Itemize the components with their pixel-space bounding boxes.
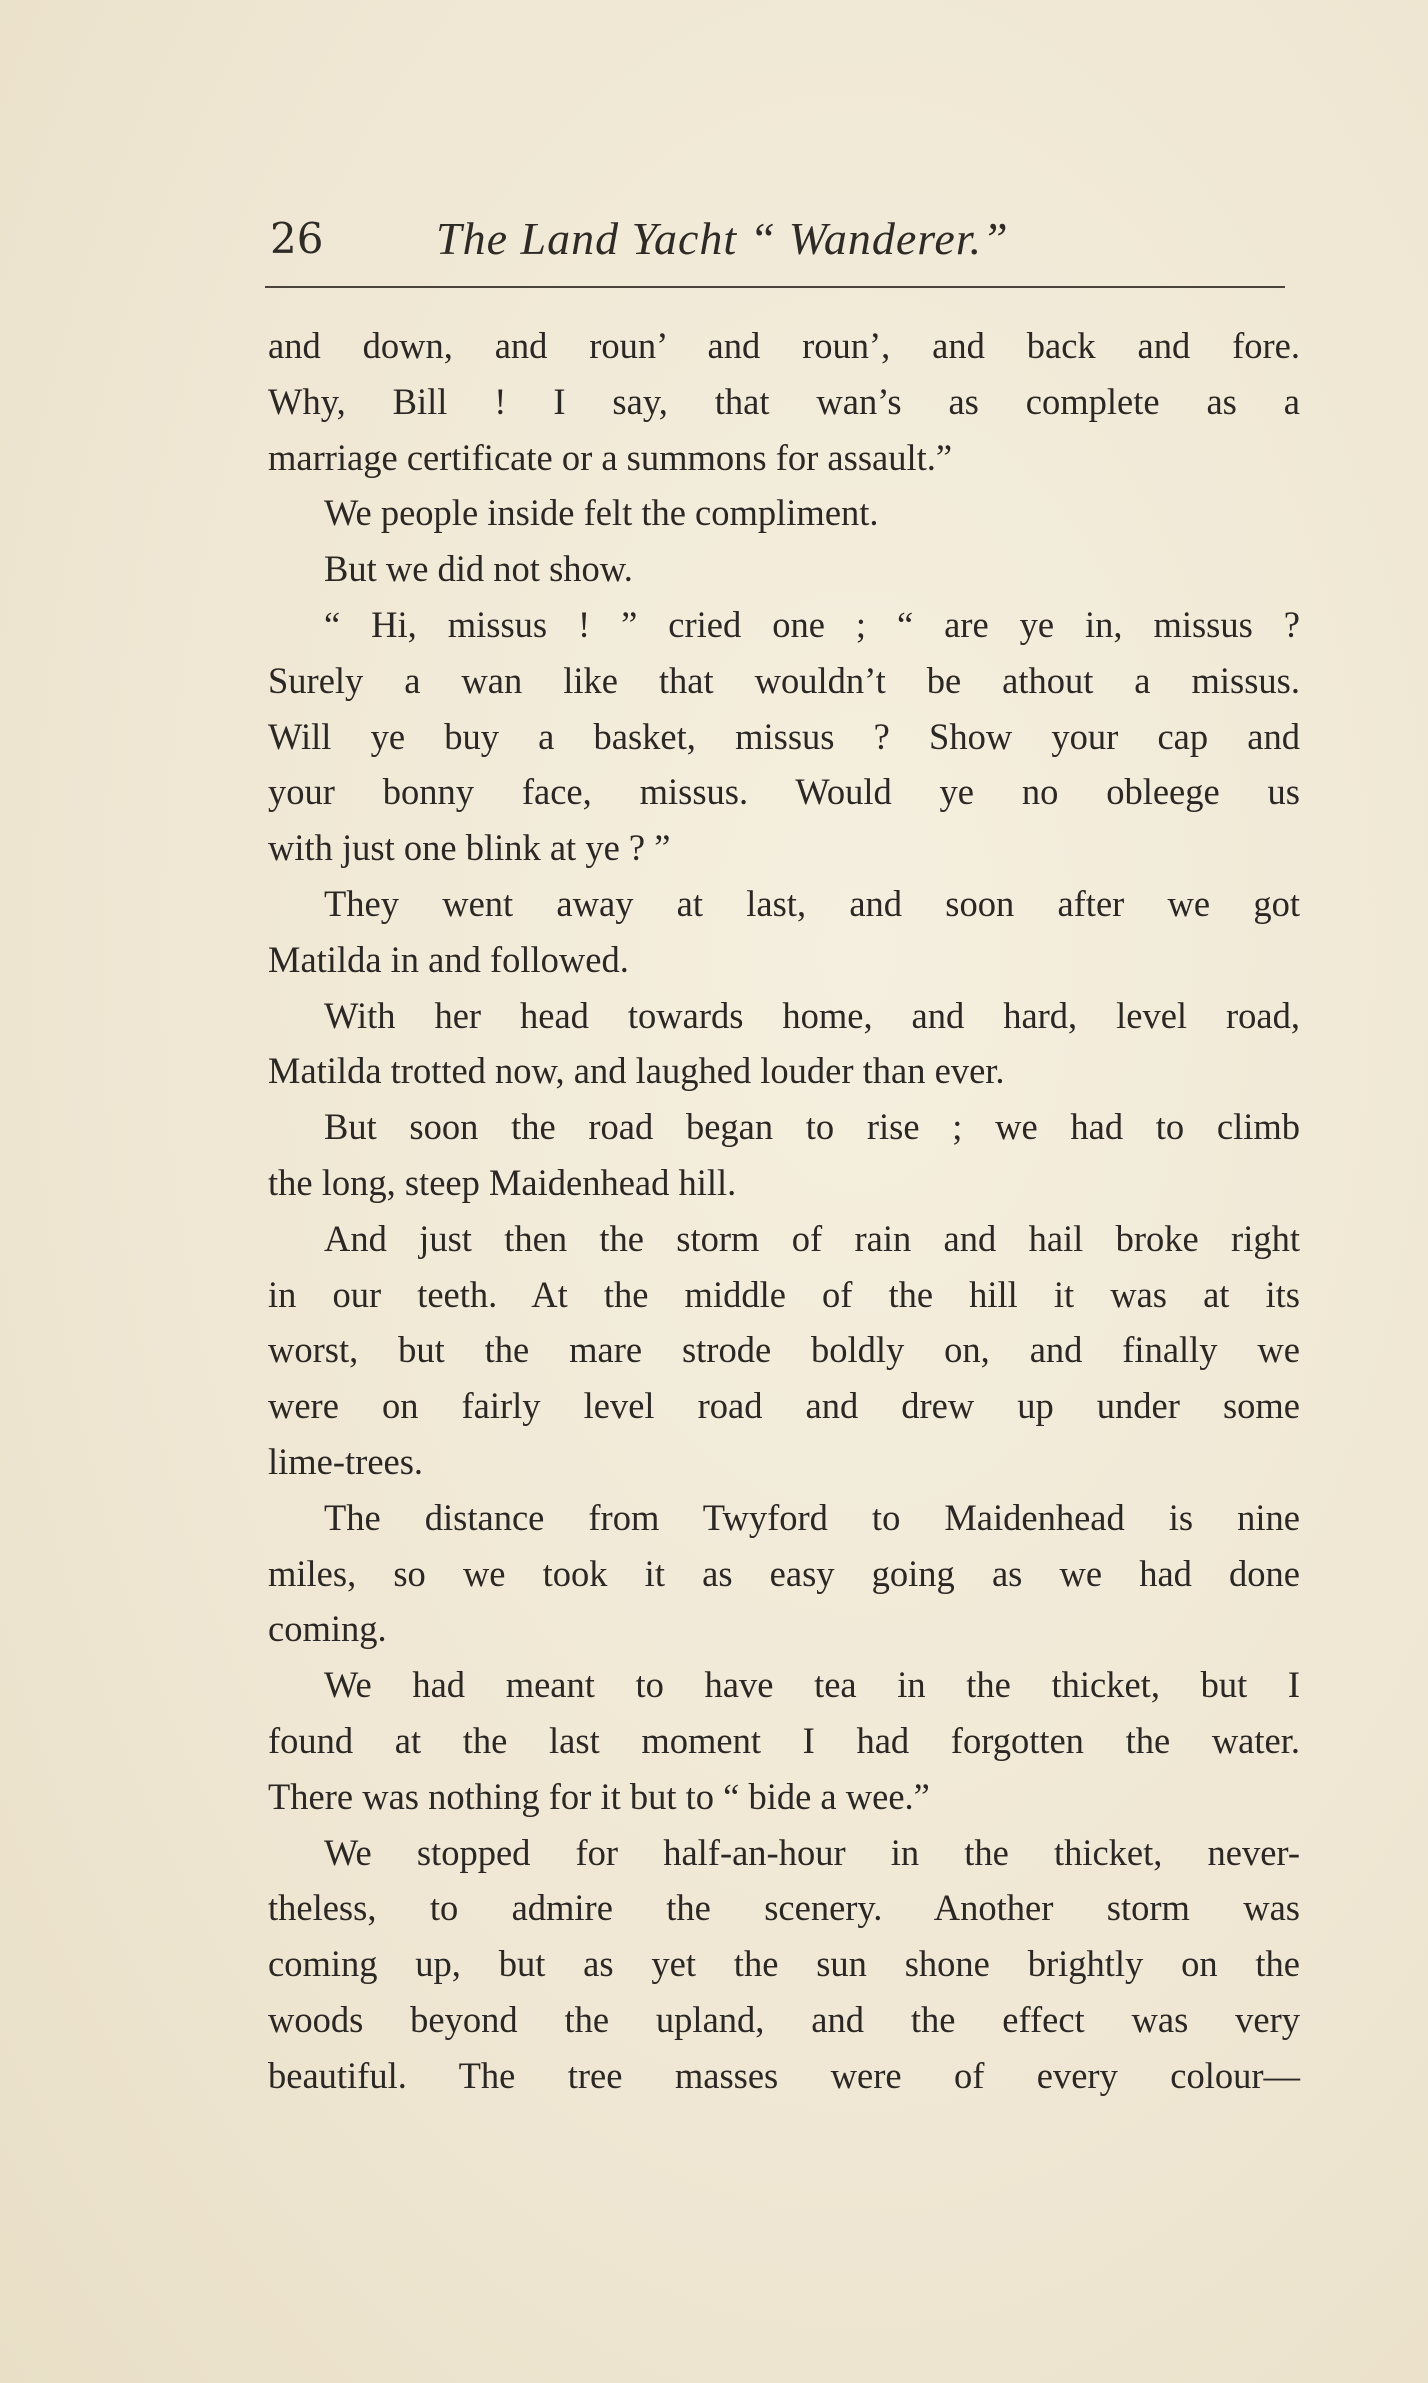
text-line: They went away at last, and soon after we got — [324, 882, 1300, 924]
text-line: We had meant to have tea in the thicket, but I — [324, 1664, 1300, 1706]
text-line: Will ye buy a basket, missus ? Show your cap and — [268, 715, 1300, 757]
text-line: We stopped for half-an-hour in the thicket, never- — [324, 1831, 1300, 1873]
text-line: “ Hi, missus ! ” cried one ; “ are ye in, missus ? — [324, 603, 1300, 645]
body-text — [268, 318, 1300, 2104]
text-line: Surely a wan like that wouldn’t be athout a missus. — [268, 659, 1300, 701]
text-line: coming. — [268, 1608, 387, 1650]
text-line: in our teeth. At the middle of the hill it was at its — [268, 1273, 1300, 1315]
text-line: Matilda in and followed. — [268, 938, 629, 980]
text-line: with just one blink at ye ? ” — [268, 827, 671, 869]
page-header — [270, 208, 1290, 278]
text-line: lime-trees. — [268, 1440, 424, 1482]
text-line: theless, to admire the scenery. Another storm was — [268, 1887, 1300, 1929]
text-line: But we did not show. — [324, 548, 633, 590]
text-line: beautiful. The tree masses were of every colour— — [268, 2054, 1300, 2096]
text-line: marriage certificate or a summons for assault.” — [268, 436, 953, 478]
text-line: But soon the road began to rise ; we had to climb — [324, 1106, 1300, 1148]
text-line: miles, so we took it as easy going as we had done — [268, 1552, 1300, 1594]
text-line: the long, steep Maidenhead hill. — [268, 1161, 737, 1203]
text-line: found at the last moment I had forgotten the water. — [268, 1719, 1300, 1761]
text-line: Why, Bill ! I say, that wan’s as complete as a — [268, 380, 1300, 422]
text-line: worst, but the mare strode boldly on, and finally we — [268, 1329, 1300, 1371]
text-line: your bonny face, missus. Would ye no obleege us — [268, 771, 1300, 813]
text-line: were on fairly level road and drew up under some — [268, 1385, 1300, 1427]
running-title: The Land Yacht “ Wanderer.” — [436, 213, 1009, 264]
text-line: Matilda trotted now, and laughed louder than ever. — [268, 1050, 1005, 1092]
text-line: The distance from Twyford to Maidenhead is nine — [324, 1496, 1300, 1538]
page-number: 26 — [270, 214, 324, 263]
text-line: There was nothing for it but to “ bide a wee.” — [268, 1775, 930, 1817]
text-line: woods beyond the upland, and the effect was very — [268, 1998, 1300, 2040]
header-rule — [265, 286, 1285, 288]
text-line: and down, and roun’ and roun’, and back and fore. — [268, 325, 1300, 366]
text-line: And just then the storm of rain and hail broke right — [324, 1217, 1300, 1259]
text-line: We people inside felt the compliment. — [324, 492, 879, 534]
text-line: coming up, but as yet the sun shone brightly on the — [268, 1943, 1300, 1985]
text-line: With her head towards home, and hard, level road, — [324, 994, 1300, 1036]
